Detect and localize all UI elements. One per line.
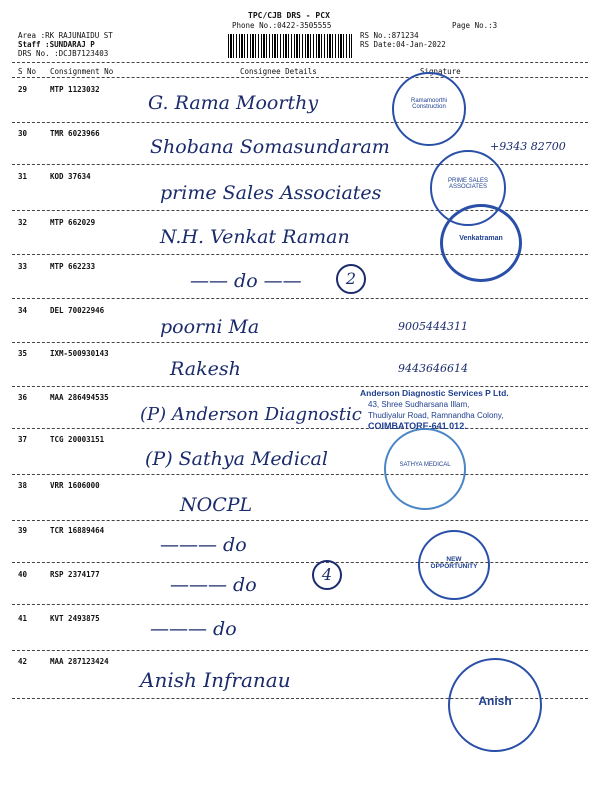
row-divider: [12, 164, 588, 165]
handwritten-phone: 9005444311: [398, 320, 468, 333]
sathya-medical-stamp: [384, 428, 466, 510]
row-sno: 37: [18, 435, 28, 444]
row-sno: 35: [18, 349, 28, 358]
handwritten-consignee: poorni Ma: [160, 316, 260, 338]
handwritten-phone: +9343 82700: [490, 140, 566, 153]
row-sno: 32: [18, 218, 28, 227]
row-consignment: MAA 286494535: [50, 393, 109, 402]
handwritten-consignee: G. Rama Moorthy: [148, 92, 319, 114]
rs-date: RS Date:04-Jan-2022: [360, 40, 446, 49]
stamp-text: SATHYA MEDICAL: [399, 462, 451, 468]
handwritten-consignee: —— do ——: [190, 270, 302, 292]
column-divider: [12, 77, 588, 78]
page-number: Page No.:3: [452, 21, 498, 30]
area-label: Area :RK RAJUNAIDU ST: [18, 31, 113, 40]
row-consignment: TCG 20003151: [50, 435, 105, 444]
row-consignment: IXM-500930143: [50, 349, 109, 358]
row-consignment: RSP 2374177: [50, 570, 100, 579]
row-consignment: KOD 37634: [50, 172, 91, 181]
anderson-stamp: [360, 388, 570, 432]
row-sno: 34: [18, 306, 28, 315]
handwritten-consignee: (P) Sathya Medical: [145, 448, 328, 470]
row-divider: [12, 122, 588, 123]
row-divider: [12, 298, 588, 299]
row-divider: [12, 342, 588, 343]
stamp-text: Ramamoorthi Construction: [410, 98, 447, 110]
row-sno: 40: [18, 570, 28, 579]
row-consignment: VRR 1606000: [50, 481, 100, 490]
document-title: TPC/CJB DRS - PCX: [248, 11, 330, 20]
row-consignment: MAA 287123424: [50, 657, 109, 666]
circled-number: 4: [312, 560, 342, 590]
row-consignment: TMR 6023966: [50, 129, 100, 138]
row-consignment: TCR 16889464: [50, 526, 105, 535]
row-divider: [12, 474, 588, 475]
row-sno: 30: [18, 129, 28, 138]
row-consignment: MTP 662029: [50, 218, 96, 227]
row-sno: 42: [18, 657, 28, 666]
row-divider: [12, 650, 588, 651]
handwritten-consignee: Anish Infranau: [140, 668, 291, 692]
phone-number: Phone No.:0422-3505555: [232, 21, 332, 30]
handwritten-consignee: Rakesh: [170, 358, 241, 380]
row-sno: 31: [18, 172, 28, 181]
handwritten-phone: 9443646614: [398, 362, 468, 375]
row-sno: 29: [18, 85, 28, 94]
row-consignment: MTP 1123032: [50, 85, 100, 94]
handwritten-consignee: NOCPL: [180, 494, 253, 516]
stamp-line: 43, Shree Sudharsana Illam,: [368, 400, 470, 409]
row-sno: 36: [18, 393, 28, 402]
stamp-text: Venkatraman: [459, 235, 503, 242]
stamp-line: Thudiyalur Road, Ramnandha Colony,: [368, 411, 504, 420]
ramamoorthi-stamp: [392, 72, 466, 146]
row-consignment: DEL 70022946: [50, 306, 105, 315]
row-divider: [12, 604, 588, 605]
new-opportunity-stamp: [418, 530, 490, 600]
stamp-line: COIMBATORE-641 012.: [368, 421, 467, 431]
stamp-text: PRIME SALES ASSOCIATES: [447, 178, 488, 190]
handwritten-consignee: Shobana Somasundaram: [150, 136, 390, 158]
stamp-text: NEW OPPORTUNITY: [430, 556, 478, 570]
col-sno: S No: [18, 67, 37, 76]
col-signature: Signature: [420, 67, 461, 76]
drs-number: DRS No. :DCJB7123403: [18, 49, 109, 58]
row-divider: [12, 386, 588, 387]
row-sno: 39: [18, 526, 28, 535]
venkatraman-stamp: [440, 204, 522, 282]
col-consignment: Consignment No: [50, 67, 114, 76]
circled-number: 2: [336, 264, 366, 294]
row-divider: [12, 562, 588, 563]
header-divider: [12, 62, 588, 63]
stamp-text: Anish: [478, 694, 512, 708]
row-sno: 33: [18, 262, 28, 271]
col-details: Consignee Details: [240, 67, 317, 76]
row-divider: [12, 520, 588, 521]
row-sno: 41: [18, 614, 28, 623]
handwritten-consignee: prime Sales Associates: [160, 182, 382, 204]
stamp-line: Anderson Diagnostic Services P Ltd.: [360, 388, 509, 398]
row-consignment: MTP 662233: [50, 262, 96, 271]
staff-label: Staff :SUNDARAJ P: [18, 40, 95, 49]
rs-number: RS No.:871234: [360, 31, 419, 40]
barcode: [228, 34, 352, 58]
row-consignment: KVT 2493875: [50, 614, 100, 623]
handwritten-consignee: ——— do: [170, 574, 257, 596]
handwritten-consignee: ——— do: [160, 534, 247, 556]
row-sno: 38: [18, 481, 28, 490]
handwritten-consignee: (P) Anderson Diagnostic: [140, 404, 362, 425]
handwritten-consignee: ——— do: [150, 618, 237, 640]
anish-stamp: [448, 658, 542, 752]
handwritten-consignee: N.H. Venkat Raman: [160, 226, 350, 248]
